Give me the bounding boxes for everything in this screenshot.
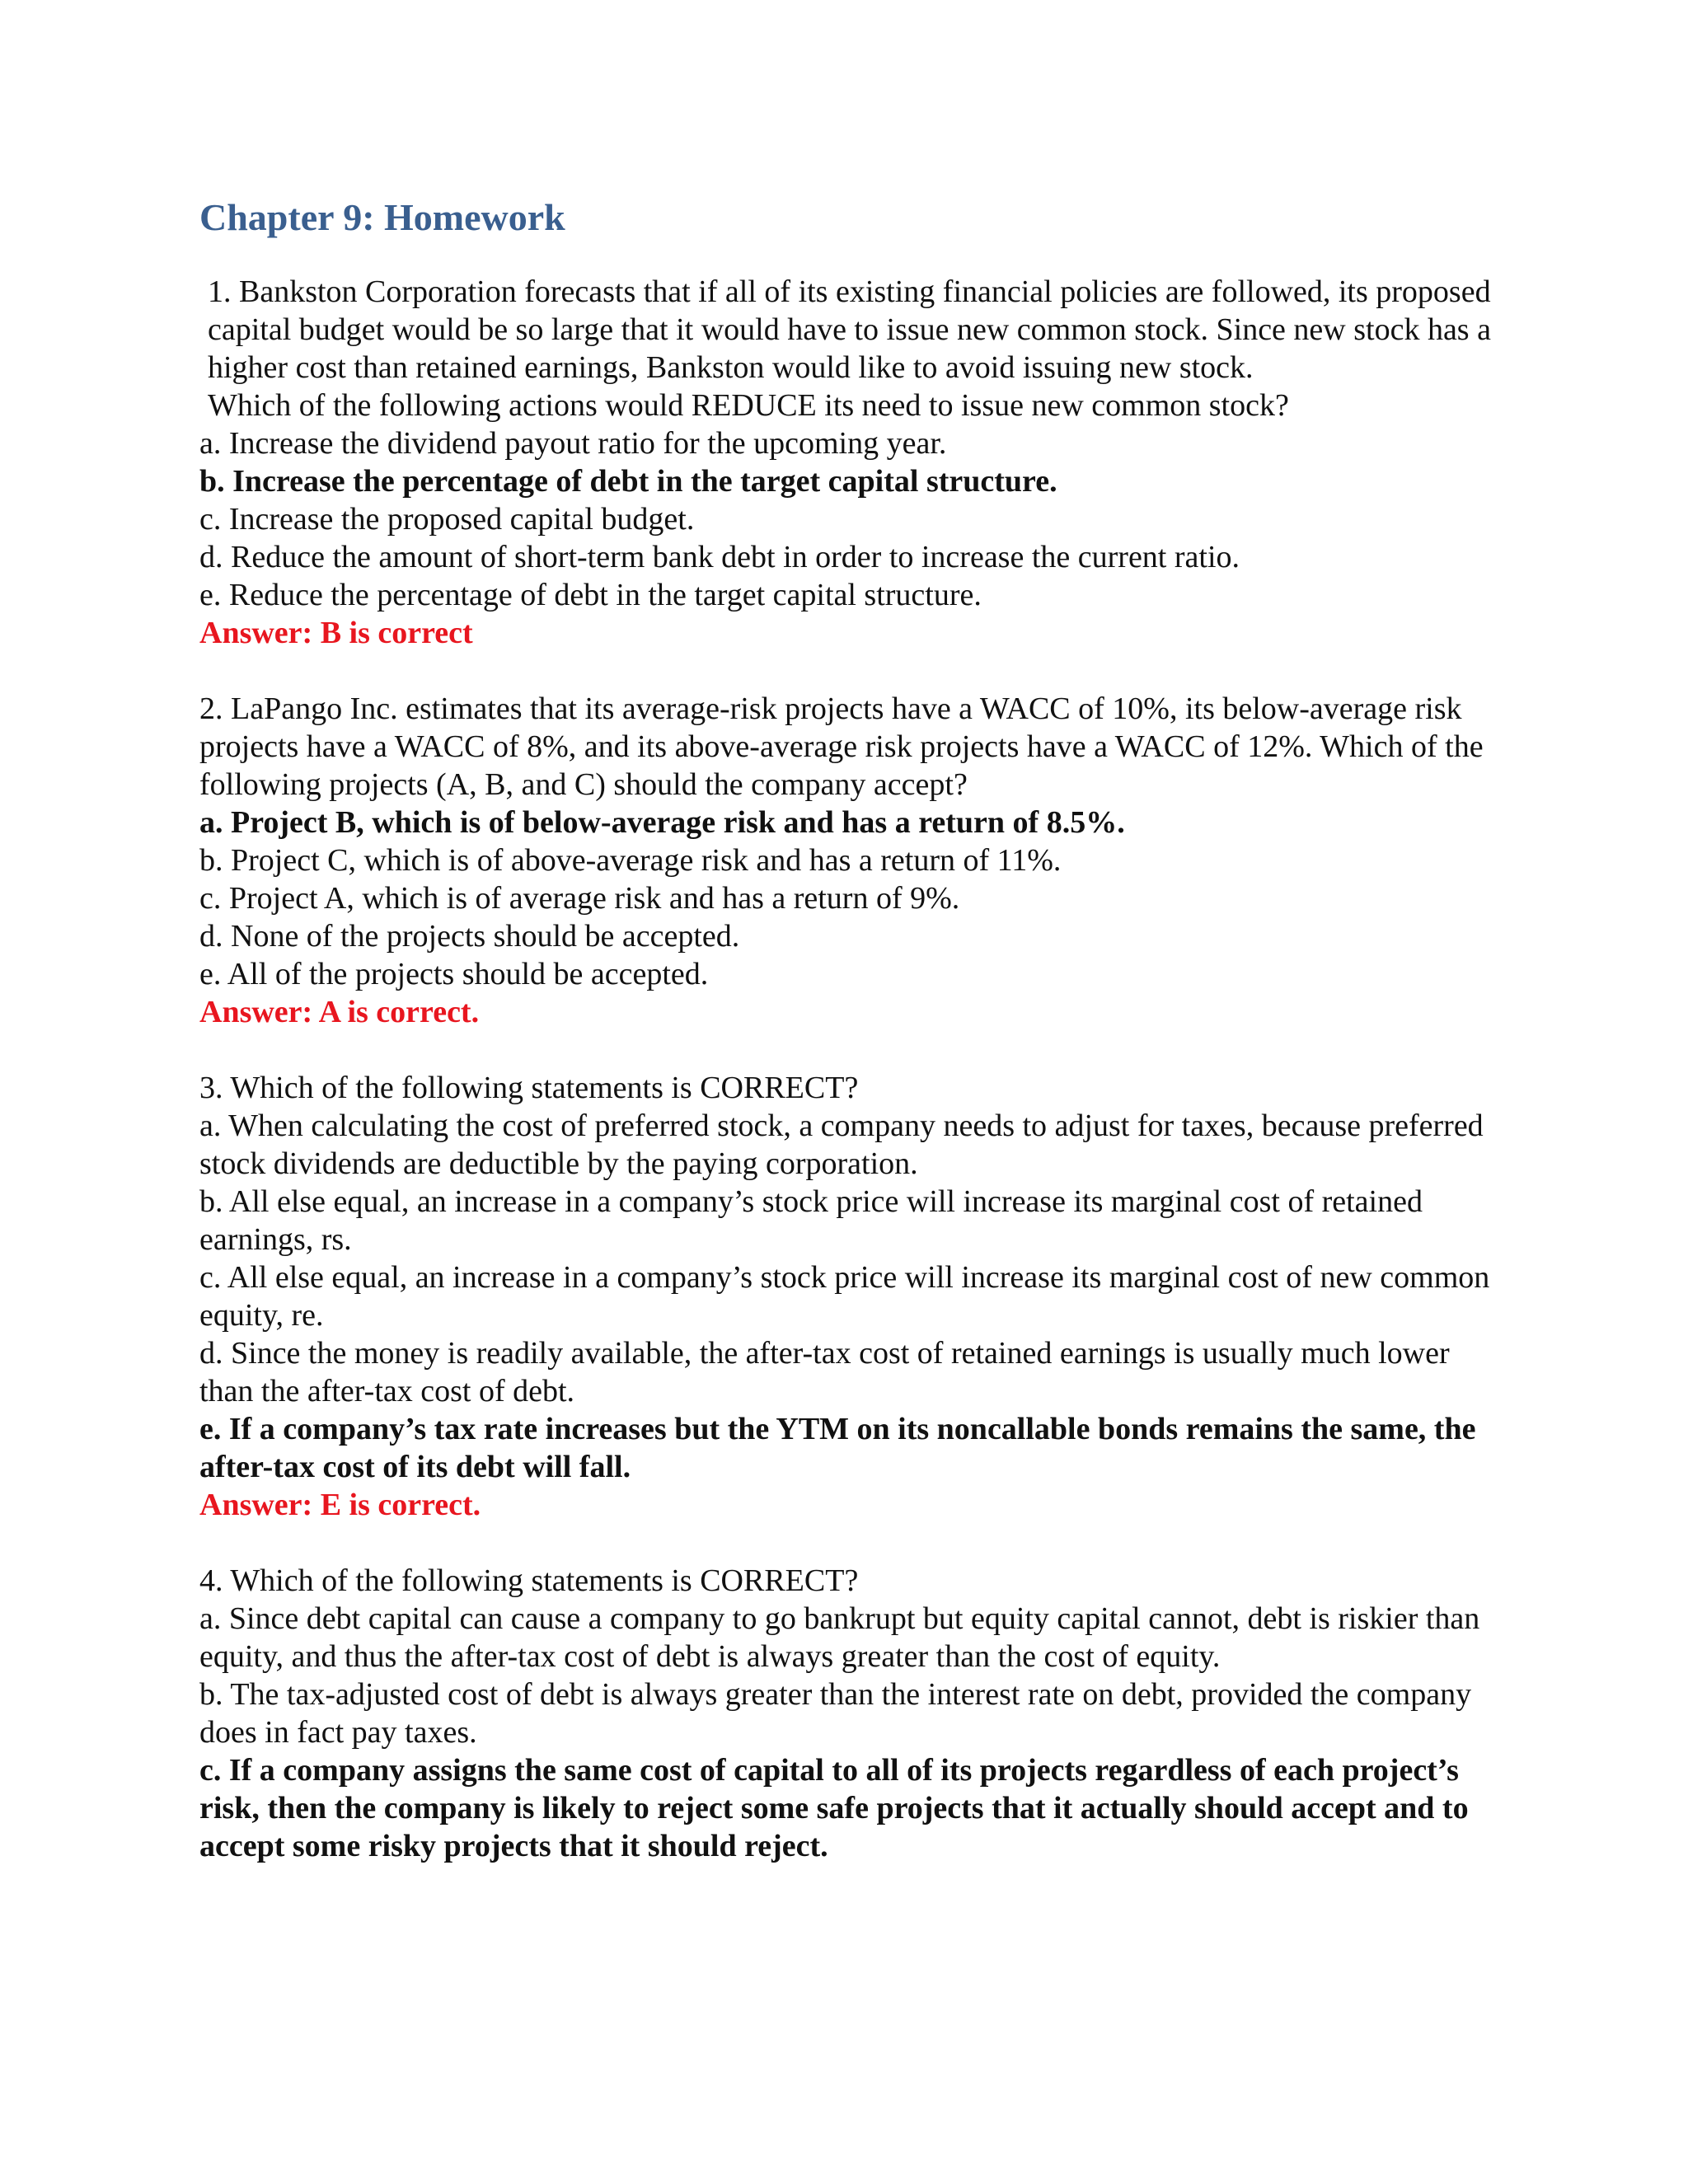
option-e-correct: e. If a company’s tax rate increases but the YTM on its noncallable bonds remains the same, the after-tax cost of its debt will fall. [199, 1412, 1476, 1485]
question-3 [199, 1069, 1510, 1524]
option-a-correct: a. Project B, which is of below-average risk and has a return of 8.5%. [199, 805, 1125, 841]
page-title: Chapter 9: Homework [199, 196, 565, 238]
option-b: b. All else equal, an increase in a company’s stock price will increase its marginal cost of retained earnings, rs. [199, 1184, 1423, 1258]
option-c: c. Project A, which is of average risk and has a return of 9%. [199, 881, 960, 916]
option-c: c. Increase the proposed capital budget. [199, 502, 695, 537]
question-stem: 2. LaPango Inc. estimates that its average-risk projects have a WACC of 10%, its below-average risk projects have a WACC of 8%, and its above-average risk projects have a WACC of 12%. Which of the following projects (A, B, and C) should the company accept? [199, 691, 1484, 803]
option-b: b. Project C, which is of above-average risk and has a return of 11%. [199, 843, 1062, 879]
question-2 [199, 690, 1510, 1031]
option-c: c. All else equal, an increase in a company’s stock price will increase its marginal cost of new common equity, re. [199, 1260, 1490, 1333]
question-stem: 4. Which of the following statements is CORRECT? [199, 1563, 859, 1599]
option-d: d. Since the money is readily available, the after-tax cost of retained earnings is usually much lower than the after-tax cost of debt. [199, 1336, 1450, 1409]
option-d: d. Reduce the amount of short-term bank debt in order to increase the current ratio. [199, 540, 1240, 575]
question-4 [199, 1562, 1510, 1865]
option-e: e. All of the projects should be accepted. [199, 957, 709, 992]
option-a: a. Since debt capital can cause a company to go bankrupt but equity capital cannot, debt is riskier than equity, and thus the after-tax cost of debt is always greater than the cost of equity. [199, 1601, 1480, 1675]
answer-line: Answer: E is correct. [199, 1488, 481, 1523]
option-e: e. Reduce the percentage of debt in the target capital structure. [199, 578, 982, 613]
option-a: a. When calculating the cost of preferred stock, a company needs to adjust for taxes, because preferred stock dividends are deductible by the paying corporation. [199, 1108, 1484, 1182]
document-page [199, 194, 1510, 1903]
question-prompt: Which of the following actions would REDUCE its need to issue new common stock? [208, 388, 1289, 424]
option-b-correct: b. Increase the percentage of debt in the target capital structure. [199, 464, 1057, 499]
option-a: a. Increase the dividend payout ratio for the upcoming year. [199, 426, 947, 462]
option-b: b. The tax-adjusted cost of debt is always greater than the interest rate on debt, provided the company does in fact pay taxes. [199, 1677, 1472, 1750]
answer-line: Answer: B is correct [199, 616, 473, 651]
question-stem: 1. Bankston Corporation forecasts that if all of its existing financial policies are followed, its proposed capital budget would be so large that it would have to issue new common stock. Since new stock has a higher cost than retained earnings, Bankston would like to avoid issuing new stock. [208, 274, 1491, 386]
question-stem: 3. Which of the following statements is CORRECT? [199, 1071, 859, 1106]
option-d: d. None of the projects should be accepted. [199, 919, 740, 954]
answer-line: Answer: A is correct. [199, 995, 480, 1030]
question-1 [199, 273, 1510, 652]
option-c-correct: c. If a company assigns the same cost of capital to all of its projects regardless of each project’s risk, then the company is likely to reject some safe projects that it actually should accept and to accept some risky projects that it should reject. [199, 1753, 1469, 1864]
